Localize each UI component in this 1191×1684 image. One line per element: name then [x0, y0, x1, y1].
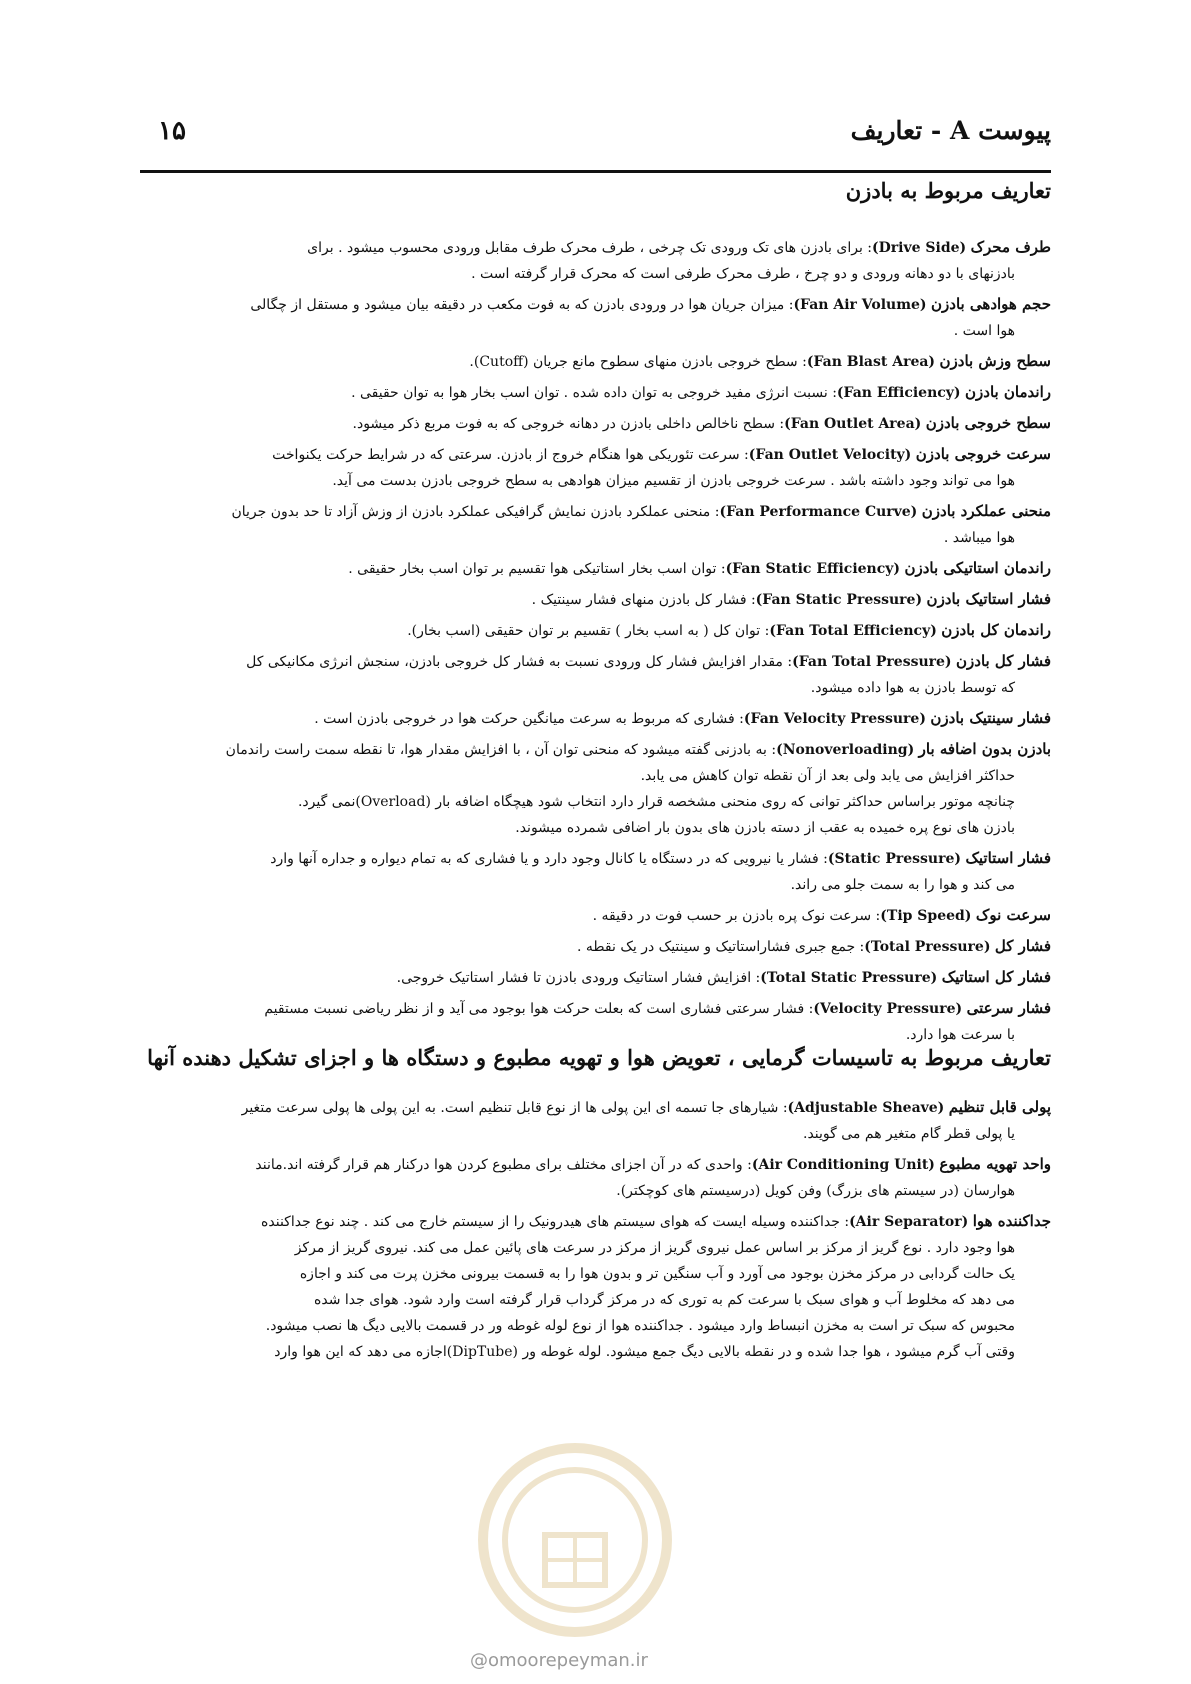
definition-continuation: می کند و هوا را به سمت جلو می راند.: [790, 877, 1015, 893]
definition-text: : به بادزنی گفته میشود که منحنی توان آن ، با افزایش مقدار هوا، تا نقطه سمت راست راندمان: [225, 742, 777, 758]
website-watermark: @omoorepeyman.ir: [470, 1650, 648, 1671]
definition-text: : توان کل ( به اسب بخار ) تقسیم بر توان حقیقی (اسب بخار).: [407, 623, 770, 639]
definition-english-term: (Nonoverloading): [776, 742, 915, 758]
definition-continuation: می دهد که مخلوط آب و هوای سبک با سرعت کم به توری که در مرکز گرداب قرار گرفته است وارد شود. هوای جدا شده: [314, 1292, 1015, 1308]
definition-entry: [140, 555, 1051, 582]
definition-term: راندمان کل بادزن: [941, 621, 1051, 639]
definition-english-term: (Static Pressure): [827, 851, 961, 867]
definition-text: : برای بادزن های تک ورودی تک چرخی ، طرف محرک طرف مقابل ورودی محسوب میشود . برای: [307, 240, 873, 256]
definition-term: حجم هوادهی بادزن: [931, 295, 1051, 313]
definition-entry: [140, 586, 1051, 613]
definition-term: طرف محرک: [970, 238, 1051, 256]
definition-english-term: (Fan Total Efficiency): [769, 623, 937, 639]
definition-continuation: بادزنهای با دو دهانه ورودی و دو چرخ ، طرف محرک طرفی است که محرک قرار گرفته است .: [471, 266, 1015, 282]
definition-entry: [140, 441, 1051, 494]
definition-text: : سرعت نوک پره بادزن بر حسب فوت در دقیقه .: [592, 908, 881, 924]
definition-text: : مقدار افزایش فشار کل ورودی نسبت به فشار کل خروجی بادزن، سنجش انرژی مکانیکی کل: [246, 654, 793, 670]
definition-term: سطح وزش بادزن: [939, 352, 1051, 370]
definition-term: منحنی عملکرد بادزن: [921, 502, 1051, 520]
definition-english-term: (Adjustable Sheave): [787, 1100, 945, 1116]
definition-text: : فشار سرعتی فشاری است که بعلت حرکت هوا بوجود می آید و از نظر ریاضی نسبت مستقیم: [264, 1001, 814, 1017]
definition-english-term: (Fan Static Efficiency): [725, 561, 901, 577]
definition-text: : سطح ناخالص داخلی بادزن در دهانه خروجی که به فوت مربع ذکر میشود.: [352, 416, 785, 432]
page-header: [140, 112, 1051, 156]
definition-english-term: (Fan Blast Area): [806, 354, 936, 370]
definition-english-term: (Total Pressure): [864, 939, 991, 955]
definition-entry: [140, 845, 1051, 898]
definition-term: فشار استاتیک بادزن: [926, 590, 1051, 608]
definition-entry: [140, 348, 1051, 375]
definition-term: فشار سرعتی: [966, 999, 1051, 1017]
definition-english-term: (Total Static Pressure): [760, 970, 938, 986]
definition-entry: [140, 379, 1051, 406]
section-title-hvac: تعاریف مربوط به تاسیسات گرمایی ، تعویض هوا و تهویه مطبوع و دستگاه ها و اجزای تشکیل دهنده آنها: [147, 1045, 1051, 1070]
definition-continuation: بادزن های نوع پره خمیده به عقب از دسته بادزن های بدون بار اضافی شمرده میشوند.: [515, 820, 1015, 836]
definition-english-term: (Fan Performance Curve): [719, 504, 918, 520]
definition-text: : نسبت انرژی مفید خروجی به توان داده شده . توان اسب بخار هوا به توان حقیقی .: [351, 385, 837, 401]
definition-text: : جمع جبری فشاراستاتیک و سینتیک در یک نقطه .: [577, 939, 865, 955]
definition-entry: [140, 902, 1051, 929]
definition-term: بادزن بدون اضافه بار: [918, 740, 1051, 758]
definition-english-term: (Velocity Pressure): [813, 1001, 963, 1017]
header-rule: [140, 170, 1051, 173]
definition-text: : واحدی که در آن اجزای مختلف برای مطبوع کردن هوا درکنار هم قرار گرفته اند.مانند: [255, 1157, 752, 1173]
definition-term: فشار کل: [994, 937, 1051, 955]
hvac-definitions: [140, 1094, 1051, 1369]
definition-continuation: یک حالت گردابی در مرکز مخزن بوجود می آورد و آب سنگین تر و بدون هوا را به قسمت بیرونی مخزن پرت می کند و اجازه: [299, 1266, 1015, 1282]
definition-term: سرعت خروجی بادزن: [915, 445, 1051, 463]
definition-text: : فشاری که مربوط به سرعت میانگین حرکت هوا در خروجی بادزن است .: [314, 711, 744, 727]
publisher-seal-watermark: [475, 1440, 675, 1640]
definition-entry: [140, 648, 1051, 701]
definition-text: : افزایش فشار استاتیک ورودی بادزن تا فشار استاتیک خروجی.: [396, 970, 761, 986]
definition-term: سرعت نوک: [975, 906, 1051, 924]
definition-term: راندمان بادزن: [965, 383, 1051, 401]
definition-english-term: (Fan Static Pressure): [755, 592, 923, 608]
definition-text: : منحنی عملکرد بادزن نمایش گرافیکی عملکرد بادزن از وزش آزاد تا حد بدون جریان: [231, 504, 720, 520]
definition-english-term: (Tip Speed): [880, 908, 972, 924]
fan-definitions: [140, 234, 1051, 1052]
definition-continuation: حداکثر افزایش می یابد ولی بعد از آن نقطه توان کاهش می یابد.: [640, 768, 1015, 784]
definition-english-term: (Fan Velocity Pressure): [743, 711, 926, 727]
definition-entry: [140, 498, 1051, 551]
definition-term: جداکننده هوا: [972, 1212, 1051, 1230]
definition-english-term: (Drive Side): [872, 240, 967, 256]
definition-entry: [140, 933, 1051, 960]
definition-continuation: با سرعت هوا دارد.: [905, 1027, 1015, 1043]
definition-continuation: هوا می تواند وجود داشته باشد . سرعت خروجی بادزن از تقسیم میزان هوادهی به سطح خروجی بادزن بدست می آید.: [332, 473, 1015, 489]
definition-continuation: هوا میباشد .: [943, 530, 1015, 546]
definition-entry: [140, 1208, 1051, 1365]
definition-continuation: هوا است .: [953, 323, 1015, 339]
definition-text: : شیارهای جا تسمه ای این پولی ها از نوع قابل تنظیم است. به این پولی ها پولی سرعت متغیر: [241, 1100, 788, 1116]
definition-term: فشار کل بادزن: [956, 652, 1051, 670]
definition-term: فشار سینتیک بادزن: [930, 709, 1051, 727]
definition-entry: [140, 705, 1051, 732]
definition-entry: [140, 995, 1051, 1048]
definition-continuation: هوا وجود دارد . نوع گریز از مرکز بر اساس عمل نیروی گریز از مرکز در سرعت های پائین عمل می کند. نیروی گریز از مرکز: [294, 1240, 1015, 1256]
definition-continuation: هوارسان (در سیستم های بزرگ) وفن کویل (درسیستم های کوچکتر).: [616, 1183, 1015, 1199]
definition-continuation: وقتی آب گرم میشود ، هوا جدا شده و در نقطه بالایی دیگ جمع میشود. لوله غوطه ور (DipTube)اجازه می دهد که این هوا وارد: [274, 1344, 1015, 1360]
definition-entry: [140, 291, 1051, 344]
definition-entry: [140, 617, 1051, 644]
definition-text: : توان اسب بخار استاتیکی هوا تقسیم بر توان اسب بخار حقیقی .: [348, 561, 726, 577]
definition-text: : فشار کل بادزن منهای فشار سینتیک .: [531, 592, 756, 608]
definition-term: فشار استاتیک: [965, 849, 1051, 867]
definition-entry: [140, 964, 1051, 991]
definition-term: پولی قابل تنظیم: [948, 1098, 1051, 1116]
definition-entry: [140, 234, 1051, 287]
definition-term: واحد تهویه مطبوع: [939, 1155, 1051, 1173]
definition-entry: [140, 736, 1051, 841]
definition-continuation: یا پولی قطر گام متغیر هم می گویند.: [803, 1126, 1015, 1142]
definition-english-term: (Air Conditioning Unit): [751, 1157, 935, 1173]
definition-term: سطح خروجی بادزن: [925, 414, 1051, 432]
definition-term: فشار کل استاتیک: [941, 968, 1051, 986]
definition-english-term: (Fan Total Pressure): [792, 654, 952, 670]
definition-continuation: محبوس که سبک تر است به مخزن انبساط وارد میشود . جداکننده هوا از نوع لوله غوطه ور در قسمت بالایی دیگ ها نصب میشود.: [265, 1318, 1015, 1334]
definition-text: : سرعت تئوریکی هوا هنگام خروج از بادزن. سرعتی که در شرایط حرکت یکنواخت: [272, 447, 749, 463]
definition-english-term: (Air Separator): [849, 1214, 969, 1230]
definition-entry: [140, 1094, 1051, 1147]
section-title-fan: تعاریف مربوط به بادزن: [845, 178, 1051, 203]
definition-english-term: (Fan Outlet Velocity): [748, 447, 912, 463]
definition-english-term: (Fan Air Volume): [793, 297, 927, 313]
definition-text: : سطح خروجی بادزن منهای سطوح مانع جریان (Cutoff).: [469, 354, 807, 370]
running-title: پیوست A - تعاریف: [850, 116, 1051, 145]
definition-entry: [140, 410, 1051, 437]
definition-entry: [140, 1151, 1051, 1204]
definition-text: : جداکننده وسیله ایست که هوای سیستم های هیدرونیک را از سیستم خارج می کند . چند نوع جداکننده: [261, 1214, 850, 1230]
definition-continuation: چنانچه موتور براساس حداکثر توانی که روی منحنی مشخصه قرار دارد انتخاب شود هیچگاه اضافه بار (Overload)نمی گیرد.: [297, 794, 1015, 810]
definition-text: : فشار یا نیرویی که در دستگاه یا کانال وجود دارد و یا فشاری که به تمام دیواره و جداره آنها وارد: [270, 851, 828, 867]
definition-english-term: (Fan Efficiency): [836, 385, 961, 401]
page-number: ۱۵: [158, 116, 186, 146]
definition-text: : میزان جریان هوا در ورودی بادزن که به فوت مکعب در دقیقه بیان میشود و مستقل از چگالی: [250, 297, 794, 313]
definition-term: راندمان استاتیکی بادزن: [904, 559, 1051, 577]
definition-english-term: (Fan Outlet Area): [784, 416, 922, 432]
definition-continuation: که توسط بادزن به هوا داده میشود.: [810, 680, 1015, 696]
